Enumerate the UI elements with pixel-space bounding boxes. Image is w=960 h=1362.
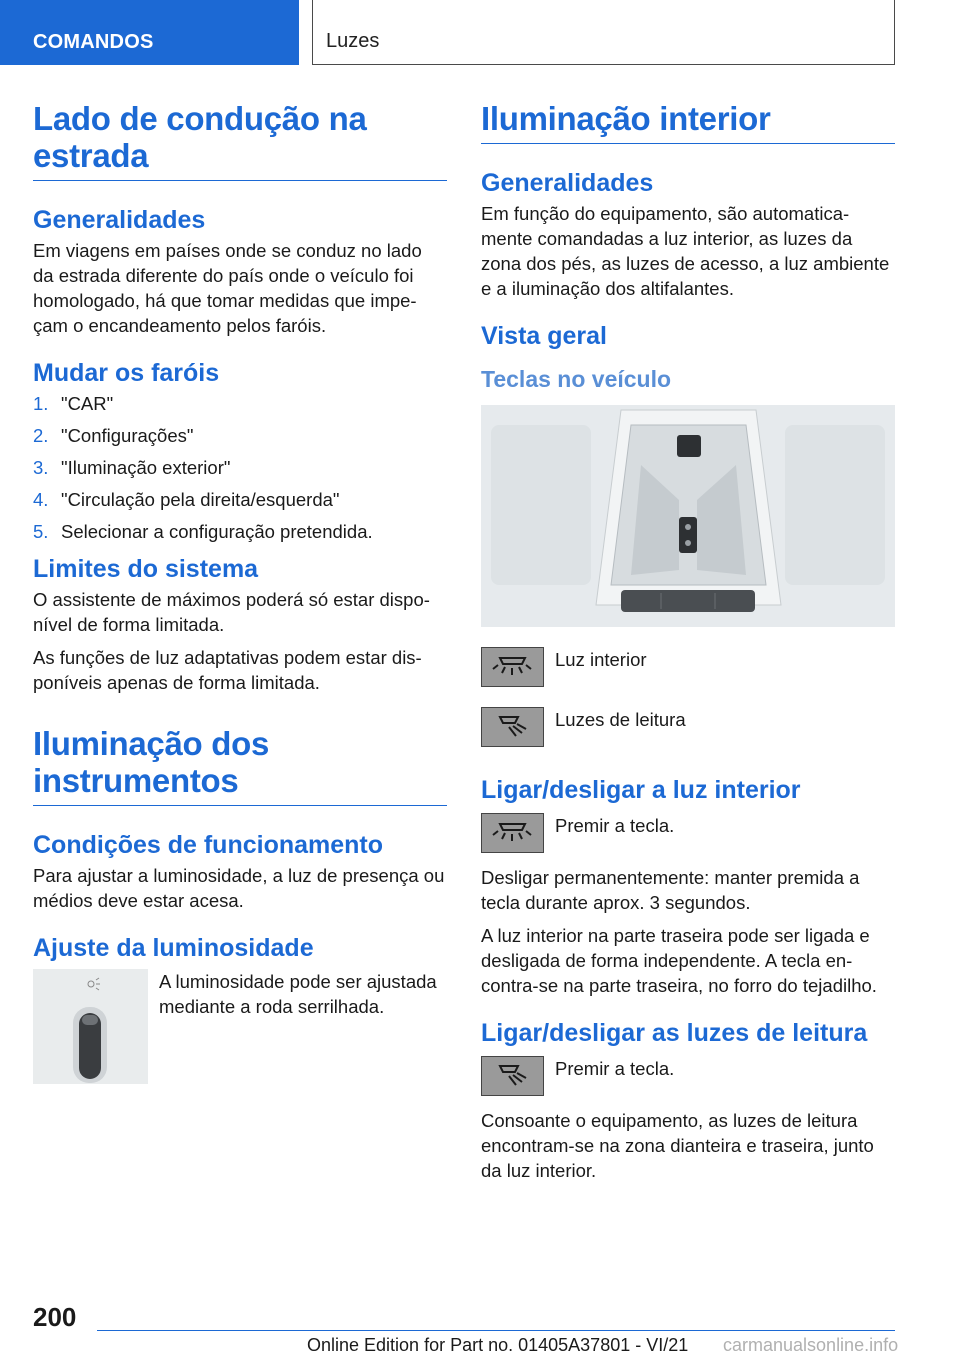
page-number: 200 — [33, 1302, 77, 1332]
interior-light-label: Luz interior — [555, 649, 647, 670]
heading-switch-interior: Ligar/desligar a luz interior — [481, 776, 801, 804]
switch-interior-text-2: A luz interior na parte traseira pode ser ligada e desligada de forma independente. A tecla en-contra-se na parte traseira, no forro do tejadilho. — [481, 925, 877, 996]
overhead-console-photo — [481, 405, 895, 627]
reading-light-icon — [481, 707, 544, 747]
interior-light-icon — [481, 647, 544, 687]
reading-light-icon — [481, 1056, 544, 1096]
interior-general-text: Em função do equipamento, são automatica-mente comandadas a luz interior, as luzes da zona dos pés, as luzes de acesso, a luz ambiente e a iluminação dos altifalantes. — [481, 203, 890, 299]
switch-reading-text: Consoante o equipamento, as luzes de leitura encontram-se na zona dianteira e traseira, junto da luz interior. — [481, 1110, 874, 1181]
watermark-text: carmanualsonline.info — [723, 1335, 899, 1355]
right-column — [481, 100, 895, 1191]
list-item: 5. Selecionar a configuração pretendida. — [33, 521, 373, 542]
heading-road-general: Generalidades — [33, 206, 206, 234]
footer-divider — [97, 1330, 895, 1331]
heading-interior-general: Generalidades — [481, 169, 654, 197]
heading-overview: Vista geral — [481, 322, 608, 350]
steps-list — [33, 391, 447, 544]
interior-light-icon — [481, 813, 544, 853]
brightness-text: A luminosidade pode ser ajustada mediante a roda serrilhada. — [159, 971, 437, 1017]
list-item: 1. "CAR" — [33, 393, 114, 414]
limits-text-1: O assistente de máximos poderá só estar dispo-nível de forma limitada. — [33, 589, 430, 635]
heading-change-headlights: Mudar os faróis — [33, 359, 220, 387]
left-column — [33, 100, 447, 1084]
road-general-text: Em viagens em países onde se conduz no lado da estrada diferente do país onde o veículo foi homologado, há que tomar medidas que impe-çam o encandeamento pelos faróis. — [33, 240, 422, 336]
heading-interior-lighting: Iluminação interior — [481, 100, 895, 144]
edition-text: Online Edition for Part no. 01405A37801 - VI/21 — [307, 1335, 689, 1355]
conditions-text: Para ajustar a luminosidade, a luz de presença ou médios deve estar acesa. — [33, 865, 445, 911]
heading-switch-reading: Ligar/desligar as luzes de leitura — [481, 1019, 868, 1047]
heading-road-side: Lado de condução na estrada — [33, 100, 447, 181]
heading-instrument-lighting: Iluminação dos instrumentos — [33, 725, 447, 806]
press-key-text: Premir a tecla. — [555, 815, 675, 836]
heading-conditions: Condições de funcionamento — [33, 831, 384, 859]
thumbwheel-image — [33, 969, 148, 1084]
list-item: 4. "Circulação pela direita/esquerda" — [33, 489, 340, 510]
heading-system-limits: Limites do sistema — [33, 555, 259, 583]
limits-text-2: As funções de luz adaptativas podem estar dis-poníveis apenas de forma limitada. — [33, 647, 422, 693]
list-item: 2. "Configurações" — [33, 425, 194, 446]
reading-light-label: Luzes de leitura — [555, 709, 686, 730]
heading-vehicle-keys: Teclas no veículo — [481, 366, 672, 392]
chapter-title: Luzes — [312, 0, 895, 65]
list-item: 3. "Iluminação exterior" — [33, 457, 231, 478]
heading-brightness: Ajuste da luminosidade — [33, 934, 314, 962]
press-key-text: Premir a tecla. — [555, 1058, 675, 1079]
switch-interior-text-1: Desligar permanentemente: manter premida a tecla durante aprox. 3 segundos. — [481, 867, 860, 913]
section-tab: COMANDOS — [0, 0, 299, 65]
